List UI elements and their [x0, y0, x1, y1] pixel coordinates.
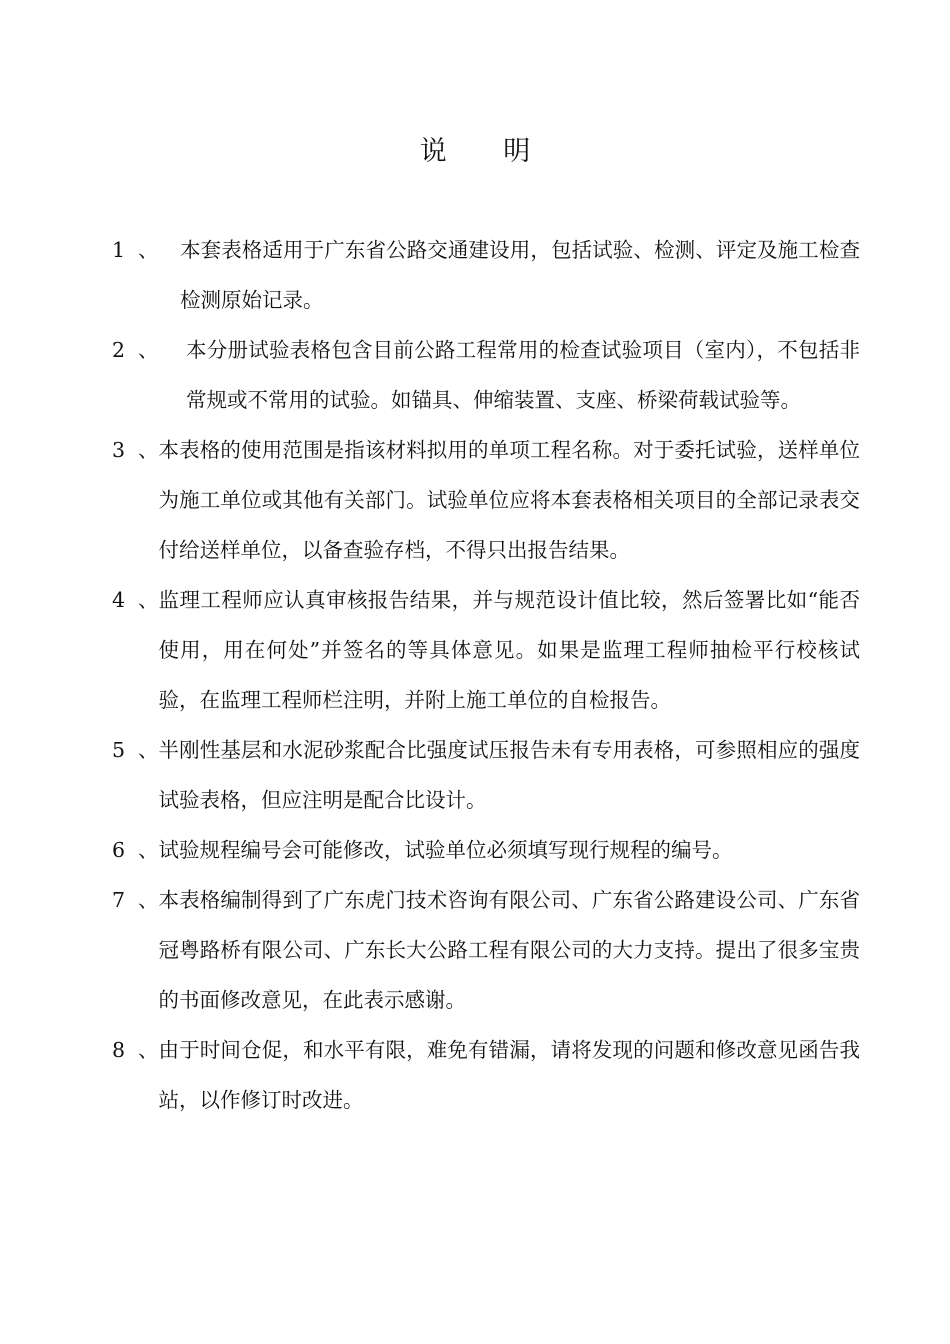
item-number: 4	[112, 588, 126, 612]
list-item	[112, 325, 860, 425]
item-text: 本表格的使用范围是指该材料拟用的单项工程名称。对于委托试验，送样单位为施工单位或其他有关部门。试验单位应将本套表格相关项目的全部记录表交付给送样单位，以备查验存档，不得只出报告结果。	[158, 438, 860, 562]
instruction-list	[112, 225, 860, 1125]
list-item	[112, 725, 860, 825]
item-text: 监理工程师应认真审核报告结果，并与规范设计值比较，然后签署比如“能否使用，用在何处”并签名的等具体意见。如果是监理工程师抽检平行校核试验，在监理工程师栏注明，并附上施工单位的自检报告。	[158, 588, 860, 712]
list-item	[112, 875, 860, 1025]
item-number: 6	[112, 838, 126, 862]
item-separator: 、	[138, 1038, 159, 1062]
item-separator: 、	[138, 238, 159, 262]
list-item	[112, 575, 860, 725]
item-text: 本分册试验表格包含目前公路工程常用的检查试验项目（室内），不包括非常规或不常用的试验。如锚具、伸缩装置、支座、桥梁荷载试验等。	[186, 338, 860, 412]
item-number: 7	[112, 888, 126, 912]
list-item	[112, 425, 860, 575]
item-text: 本套表格适用于广东省公路交通建设用，包括试验、检测、评定及施工检查检测原始记录。	[180, 238, 860, 312]
item-number: 8	[112, 1038, 126, 1062]
item-number: 1	[112, 238, 126, 262]
item-number: 3	[112, 438, 126, 462]
item-number: 5	[112, 738, 126, 762]
item-separator: 、	[138, 338, 159, 362]
item-separator: 、	[138, 588, 159, 612]
item-text: 半刚性基层和水泥砂浆配合比强度试压报告未有专用表格，可参照相应的强度试验表格，但应注明是配合比设计。	[158, 738, 860, 812]
list-item	[112, 225, 860, 325]
page-title: 说 明	[419, 136, 555, 167]
item-text: 由于时间仓促，和水平有限，难免有错漏，请将发现的问题和修改意见函告我站，以作修订时改进。	[158, 1038, 860, 1112]
list-item	[112, 1025, 860, 1125]
list-item	[112, 825, 860, 875]
item-separator: 、	[138, 738, 159, 762]
item-separator: 、	[138, 888, 159, 912]
item-text: 试验规程编号会可能修改，试验单位必须填写现行规程的编号。	[158, 838, 733, 862]
item-text: 本表格编制得到了广东虎门技术咨询有限公司、广东省公路建设公司、广东省冠粤路桥有限公司、广东长大公路工程有限公司的大力支持。提出了很多宝贵的书面修改意见，在此表示感谢。	[158, 888, 860, 1012]
item-number: 2	[112, 338, 126, 362]
item-separator: 、	[138, 838, 159, 862]
item-separator: 、	[138, 438, 159, 462]
